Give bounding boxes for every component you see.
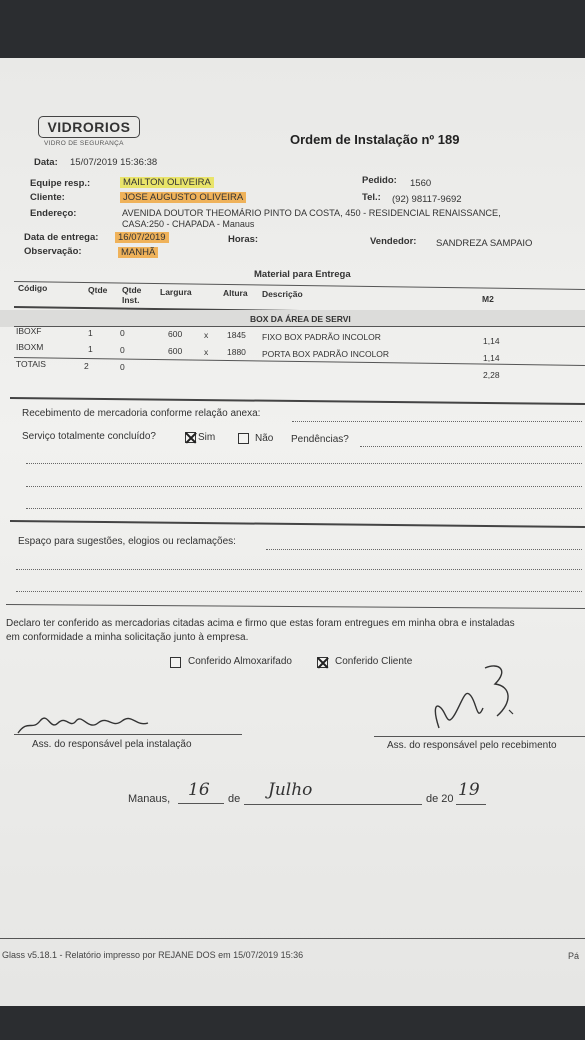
- row1-descricao: FIXO BOX PADRÃO INCOLOR: [262, 332, 381, 342]
- installer-signature-line: [14, 734, 242, 735]
- sim-label: Sim: [198, 432, 216, 443]
- vendedor-label: Vendedor:: [370, 236, 417, 247]
- month-line: [244, 804, 422, 805]
- group-rule: [14, 326, 585, 327]
- equipe-label: Equipe resp.:: [30, 178, 91, 189]
- order-document: [0, 58, 585, 1006]
- row2-x: x: [204, 347, 209, 357]
- client-signature-line: [374, 736, 585, 737]
- col-m2: M2: [482, 294, 494, 304]
- equipe-value: MAILTON OLIVEIRA: [120, 177, 214, 188]
- recebimento-line[interactable]: [292, 421, 582, 422]
- col-descricao: Descrição: [262, 289, 303, 299]
- sugestoes-line[interactable]: [266, 549, 582, 550]
- conferido-cliente-label: Conferido Cliente: [335, 656, 413, 667]
- ass-recebimento-label: Ass. do responsável pelo recebimento: [387, 740, 557, 751]
- conferido-cliente-checkbox[interactable]: [317, 657, 328, 668]
- col-qtde: Qtde: [88, 285, 108, 295]
- obs-label: Observação:: [24, 246, 82, 257]
- ass-instalacao-label: Ass. do responsável pela instalação: [32, 739, 192, 750]
- row1-inst: 0: [120, 328, 125, 338]
- entrega-label: Data de entrega:: [24, 232, 99, 243]
- sim-checkbox[interactable]: [185, 432, 196, 443]
- year-value: 19: [458, 780, 480, 800]
- month-value: Julho: [268, 780, 313, 800]
- row1-largura: 600: [168, 329, 183, 339]
- declaration-line2: em conformidade a minha solicitação junto à empresa.: [6, 632, 249, 643]
- receipt-top-rule: [10, 397, 585, 405]
- client-signature: [425, 658, 525, 738]
- year-line: [456, 804, 486, 805]
- note-line-1[interactable]: [26, 463, 582, 464]
- pedido-value: 1560: [410, 178, 432, 189]
- date-label: Data:: [34, 157, 58, 168]
- horas-label: Horas:: [228, 234, 259, 245]
- footer-page: Pá: [568, 951, 580, 961]
- pendencias-line[interactable]: [360, 446, 582, 447]
- group-name: BOX DA ÁREA DE SERVI: [250, 314, 351, 324]
- company-logo: VIDRORIOS: [38, 116, 140, 138]
- sugestoes-bottom-rule: [6, 604, 585, 609]
- sugestoes-line-2[interactable]: [16, 569, 582, 570]
- endereco-line1: AVENIDA DOUTOR THEOMÁRIO PINTO DA COSTA, 450 - RESIDENCIAL RENAISSANCE,: [122, 208, 501, 218]
- city-label: Manaus,: [128, 793, 171, 805]
- note-line-2[interactable]: [26, 486, 582, 487]
- pedido-label: Pedido:: [362, 175, 397, 186]
- sugestoes-text: Espaço para sugestões, elogios ou reclamações:: [18, 536, 236, 547]
- sugestoes-line-3[interactable]: [16, 591, 582, 592]
- declaration-line1: Declaro ter conferido as mercadorias citadas acima e firmo que estas foram entregues em minha obra e instaladas: [6, 618, 515, 629]
- de2-label: de 20: [426, 793, 454, 805]
- endereco-label: Endereço:: [30, 208, 77, 219]
- conferido-almox-checkbox[interactable]: [170, 657, 181, 668]
- recebimento-text: Recebimento de mercadoria conforme relação anexa:: [22, 408, 261, 419]
- servico-text: Serviço totalmente concluído?: [22, 431, 156, 442]
- row1-altura: 1845: [227, 330, 246, 340]
- totais-m2: 2,28: [483, 370, 500, 380]
- row2-m2: 1,14: [483, 353, 500, 363]
- material-title: Material para Entrega: [254, 269, 351, 280]
- day-line: [178, 803, 224, 804]
- installer-signature: [14, 713, 154, 739]
- totais-inst: 0: [120, 362, 125, 372]
- conferido-almox-label: Conferido Almoxarifado: [188, 656, 292, 667]
- endereco-line2: CASA:250 - CHAPADA - Manaus: [122, 219, 255, 229]
- receipt-bottom-rule: [10, 520, 585, 528]
- note-line-3[interactable]: [26, 508, 582, 509]
- cliente-value: JOSE AUGUSTO OLIVEIRA: [120, 192, 246, 203]
- footer-rule: [0, 938, 585, 939]
- totais-label: TOTAIS: [16, 359, 46, 369]
- vendedor-value: SANDREZA SAMPAIO: [436, 238, 533, 249]
- col-codigo: Código: [18, 283, 48, 293]
- col-largura: Largura: [160, 287, 192, 297]
- company-logo-subtitle: VIDRO DE SEGURANÇA: [44, 140, 124, 147]
- row2-largura: 600: [168, 346, 183, 356]
- footer-text: Glass v5.18.1 - Relatório impresso por REJANE DOS em 15/07/2019 15:36: [2, 950, 304, 960]
- row2-qtde: 1: [88, 344, 93, 354]
- row2-altura: 1880: [227, 347, 246, 357]
- tel-value: (92) 98117-9692: [392, 194, 462, 205]
- entrega-value: 16/07/2019: [115, 232, 169, 243]
- row1-qtde: 1: [88, 328, 93, 338]
- tel-label: Tel.:: [362, 192, 381, 203]
- obs-value: MANHÃ: [118, 247, 158, 258]
- row2-descricao: PORTA BOX PADRÃO INCOLOR: [262, 349, 390, 359]
- nao-checkbox[interactable]: [238, 433, 249, 444]
- row2-inst: 0: [120, 345, 125, 355]
- col-altura: Altura: [223, 288, 248, 298]
- pendencias-label: Pendências?: [291, 434, 349, 445]
- date-value: 15/07/2019 15:36:38: [70, 157, 158, 168]
- cliente-label: Cliente:: [30, 192, 65, 203]
- nao-label: Não: [255, 433, 274, 444]
- de1-label: de: [228, 793, 241, 805]
- col-qtde-inst: Qtde Inst.: [122, 285, 142, 305]
- row1-x: x: [204, 330, 209, 340]
- day-value: 16: [188, 780, 210, 800]
- row1-codigo: IBOXF: [16, 326, 42, 336]
- row1-m2: 1,14: [483, 336, 500, 346]
- totais-qtde: 2: [84, 361, 89, 371]
- row2-codigo: IBOXM: [16, 342, 44, 352]
- document-title: Ordem de Instalação nº 189: [290, 132, 460, 147]
